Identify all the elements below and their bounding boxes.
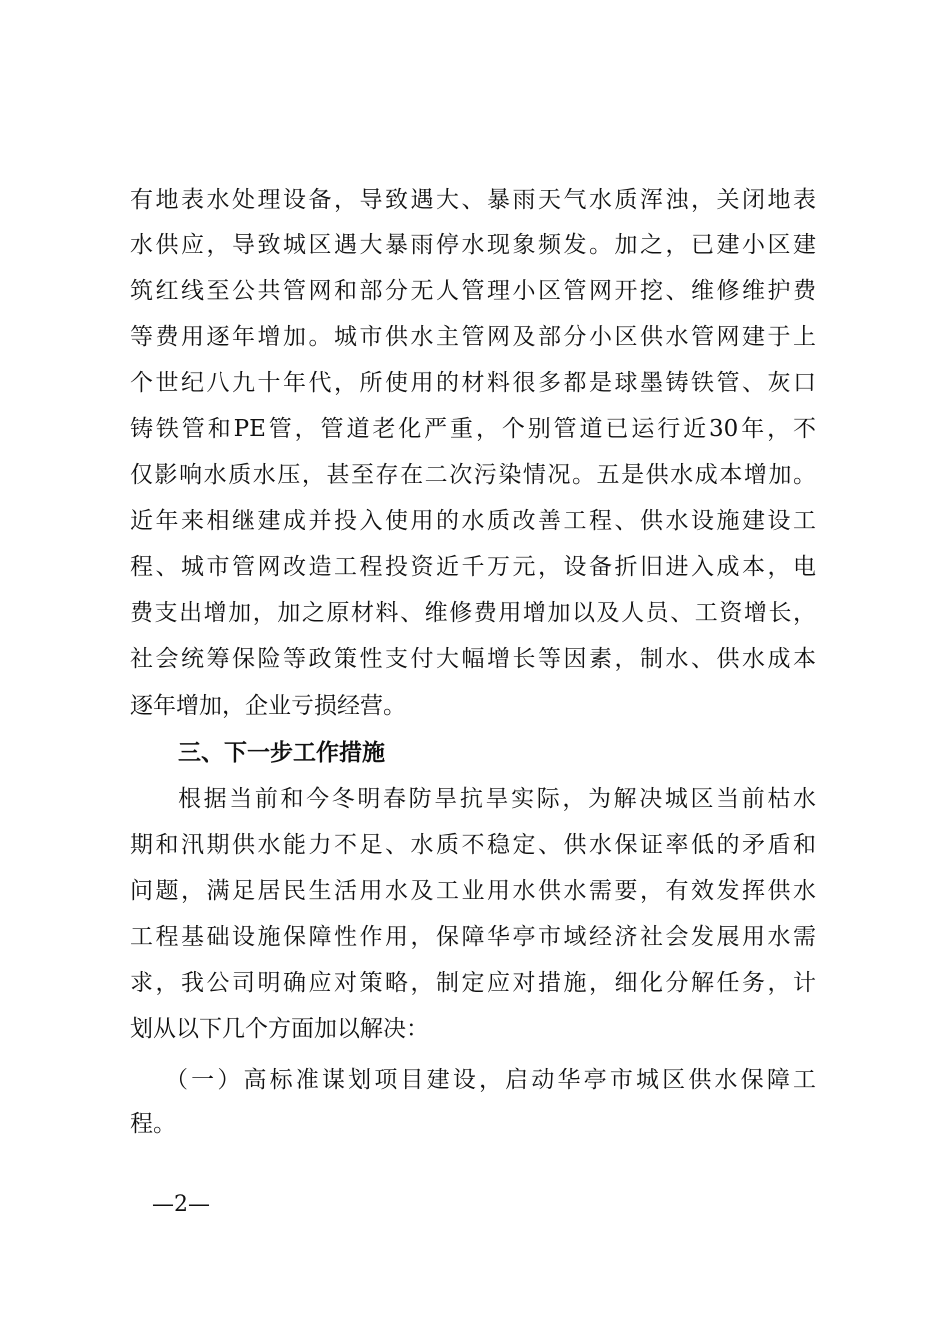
body-line: 期和汛期供水能力不足、水质不稳定、供水保证率低的矛盾和 [130, 832, 816, 858]
body-line: 等费用逐年增加。城市供水主管网及部分小区供水管网建于上 [130, 324, 816, 350]
body-line: 求，我公司明确应对策略，制定应对措施，细化分解任务，计 [130, 970, 816, 996]
body-line: 筑红线至公共管网和部分无人管理小区管网开挖、维修维护费 [130, 278, 816, 304]
body-line: 工程基础设施保障性作用，保障华亭市域经济社会发展用水需 [130, 924, 816, 950]
body-line: 水供应，导致城区遇大暴雨停水现象频发。加之，已建小区建 [130, 232, 816, 258]
body-line: 划从以下几个方面加以解决： [130, 1016, 429, 1042]
body-line: 社会统筹保险等政策性支付大幅增长等因素，制水、供水成本 [130, 646, 816, 672]
body-line: 个世纪八九十年代，所使用的材料很多都是球墨铸铁管、灰口 [130, 370, 816, 396]
body-line: 有地表水处理设备，导致遇大、暴雨天气水质浑浊，关闭地表 [130, 187, 816, 213]
subheading-line: 程。 [130, 1111, 176, 1137]
body-line: 仅影响水质水压，甚至存在二次污染情况。五是供水成本增加。 [130, 462, 816, 488]
body-line: 逐年增加，企业亏损经营。 [130, 693, 406, 719]
subheading-line: （一）高标准谋划项目建设，启动华亭市城区供水保障工 [165, 1067, 816, 1093]
page-number: —2— [152, 1192, 210, 1217]
body-line: 近年来相继建成并投入使用的水质改善工程、供水设施建设工 [130, 508, 816, 534]
body-line: 问题，满足居民生活用水及工业用水供水需要，有效发挥供水 [130, 878, 816, 904]
body-line: 费支出增加，加之原材料、维修费用增加以及人员、工资增长， [130, 600, 816, 626]
body-line: 程、城市管网改造工程投资近千万元，设备折旧进入成本，电 [130, 554, 816, 580]
body-line: 根据当前和今冬明春防旱抗旱实际，为解决城区当前枯水 [178, 786, 816, 812]
body-line: 铸铁管和PE管，管道老化严重，个别管道已运行近30年，不 [130, 416, 816, 442]
section-heading: 三、下一步工作措施 [178, 740, 385, 766]
